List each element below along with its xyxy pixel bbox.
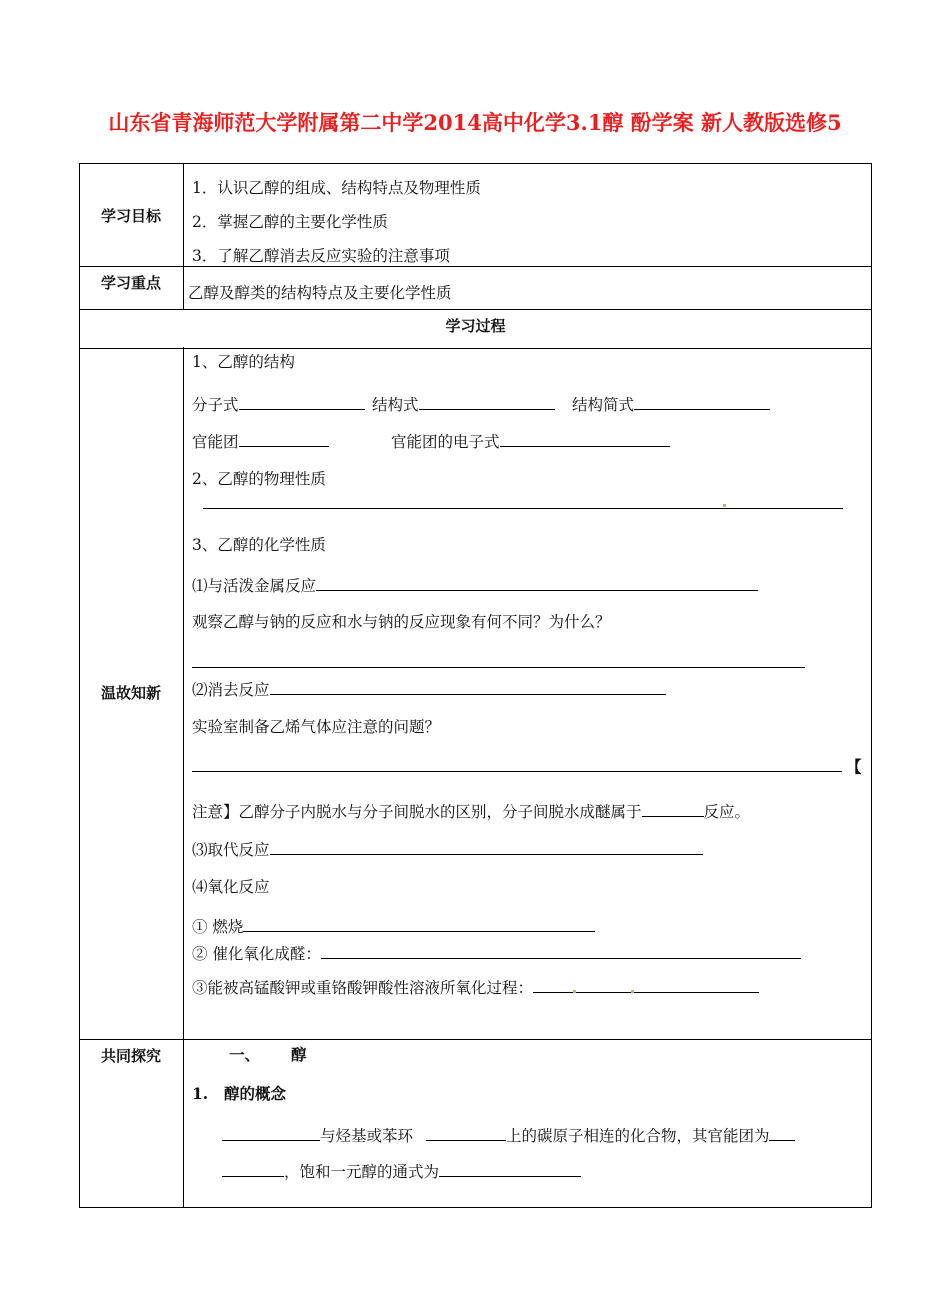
objective-item: 3．了解乙醇消去反应实验的注意事项 [192, 247, 450, 265]
subsection-number: 1. [192, 1084, 209, 1103]
answer-blank[interactable] [239, 393, 365, 410]
field-label: ② 催化氧化成醛： [192, 945, 321, 963]
explore-label: 共同探究 [100, 1047, 161, 1065]
answer-blank[interactable] [500, 430, 670, 447]
field-label: ⑵消去反应 [192, 681, 270, 699]
scan-speck [573, 990, 576, 993]
scan-speck [723, 504, 726, 507]
concept-line [222, 1124, 795, 1146]
explore-heading: 醇 [291, 1045, 307, 1064]
concept-text: 上的碳原子相连的化合物，其官能团为 [505, 1127, 770, 1145]
objective-item: 1．认识乙醇的组成、结构特点及物理性质 [192, 179, 481, 197]
subsection-title: 醇的概念 [224, 1084, 287, 1103]
answer-blank[interactable] [239, 430, 329, 447]
row-divider [79, 266, 872, 267]
answer-blank[interactable] [533, 976, 759, 993]
field-label: 结构简式 [572, 396, 635, 414]
answer-line[interactable] [203, 508, 843, 509]
answer-blank[interactable] [426, 1124, 506, 1141]
electron-formula-line [391, 430, 670, 452]
structural-formula-line [372, 393, 555, 415]
answer-line[interactable] [192, 667, 805, 668]
answer-blank[interactable] [243, 915, 595, 932]
document-title: 山东省青海师范大学附属第二中学2014高中化学3.1醇 酚学案 新人教版选修5 [108, 110, 842, 135]
keypoints-label: 学习重点 [100, 274, 161, 292]
concept-text: 与烃基或苯环 [320, 1127, 414, 1145]
strong-oxidant-line [192, 976, 759, 998]
concept-text: ，饱和一元醇的通式为 [284, 1163, 440, 1181]
answer-blank[interactable] [270, 838, 703, 855]
objectives-label: 学习目标 [100, 207, 161, 225]
field-label: 官能团的电子式 [391, 433, 500, 451]
field-label: ⑴与活泼金属反应 [192, 577, 317, 595]
review-label: 温故知新 [100, 684, 161, 702]
field-label: 分子式 [192, 396, 239, 414]
note-text: 注意】乙醇分子内脱水与分子间脱水的区别，分子间脱水成醚属于 [192, 803, 642, 821]
answer-blank[interactable] [634, 393, 770, 410]
row-divider [79, 309, 872, 310]
note-text: 反应。 [703, 803, 751, 821]
explore-heading-number: 一、 [229, 1045, 261, 1064]
section-heading: ⑷氧化反应 [192, 878, 270, 896]
keypoints-text: 乙醇及醇类的结构特点及主要化学性质 [188, 284, 452, 302]
section-heading: 2、乙醇的物理性质 [192, 470, 326, 488]
field-label: ① 燃烧 [192, 918, 244, 936]
functional-group-line [192, 430, 329, 452]
bracket-mark: 【 [846, 757, 862, 776]
scan-speck [631, 990, 634, 993]
answer-blank[interactable] [270, 678, 666, 695]
question-text: 观察乙醇与钠的反应和水与钠的反应现象有何不同？为什么？ [192, 613, 611, 631]
reaction-substitution-line [192, 838, 703, 860]
process-header: 学习过程 [445, 317, 506, 335]
note-line [192, 800, 750, 822]
combustion-line [192, 915, 595, 937]
answer-blank[interactable] [316, 574, 758, 591]
answer-blank[interactable] [222, 1124, 320, 1141]
reaction-elimination-line [192, 678, 666, 700]
answer-blank[interactable] [769, 1124, 795, 1141]
catalytic-oxidation-line [192, 942, 801, 964]
answer-blank[interactable] [419, 393, 555, 410]
molecular-formula-line [192, 393, 365, 415]
question-text: 实验室制备乙烯气体应注意的问题？ [192, 718, 441, 736]
field-label: ③能被高锰酸钾或重铬酸钾酸性溶液所氧化过程： [192, 979, 534, 997]
row-divider [79, 348, 872, 349]
answer-blank[interactable] [439, 1160, 581, 1177]
field-label: 官能团 [192, 433, 239, 451]
answer-blank[interactable] [222, 1160, 284, 1177]
answer-blank[interactable] [642, 800, 704, 817]
section-heading: 3、乙醇的化学性质 [192, 536, 326, 554]
answer-blank[interactable] [321, 942, 801, 959]
answer-line[interactable] [192, 771, 842, 772]
section-heading: 1、乙醇的结构 [192, 353, 295, 371]
objective-item: 2．掌握乙醇的主要化学性质 [192, 213, 388, 231]
row-divider [79, 1039, 872, 1040]
field-label: 结构式 [372, 396, 419, 414]
field-label: ⑶取代反应 [192, 841, 270, 859]
simplified-formula-line [572, 393, 770, 415]
formula-line [222, 1160, 581, 1182]
reaction-metal-line [192, 574, 758, 596]
